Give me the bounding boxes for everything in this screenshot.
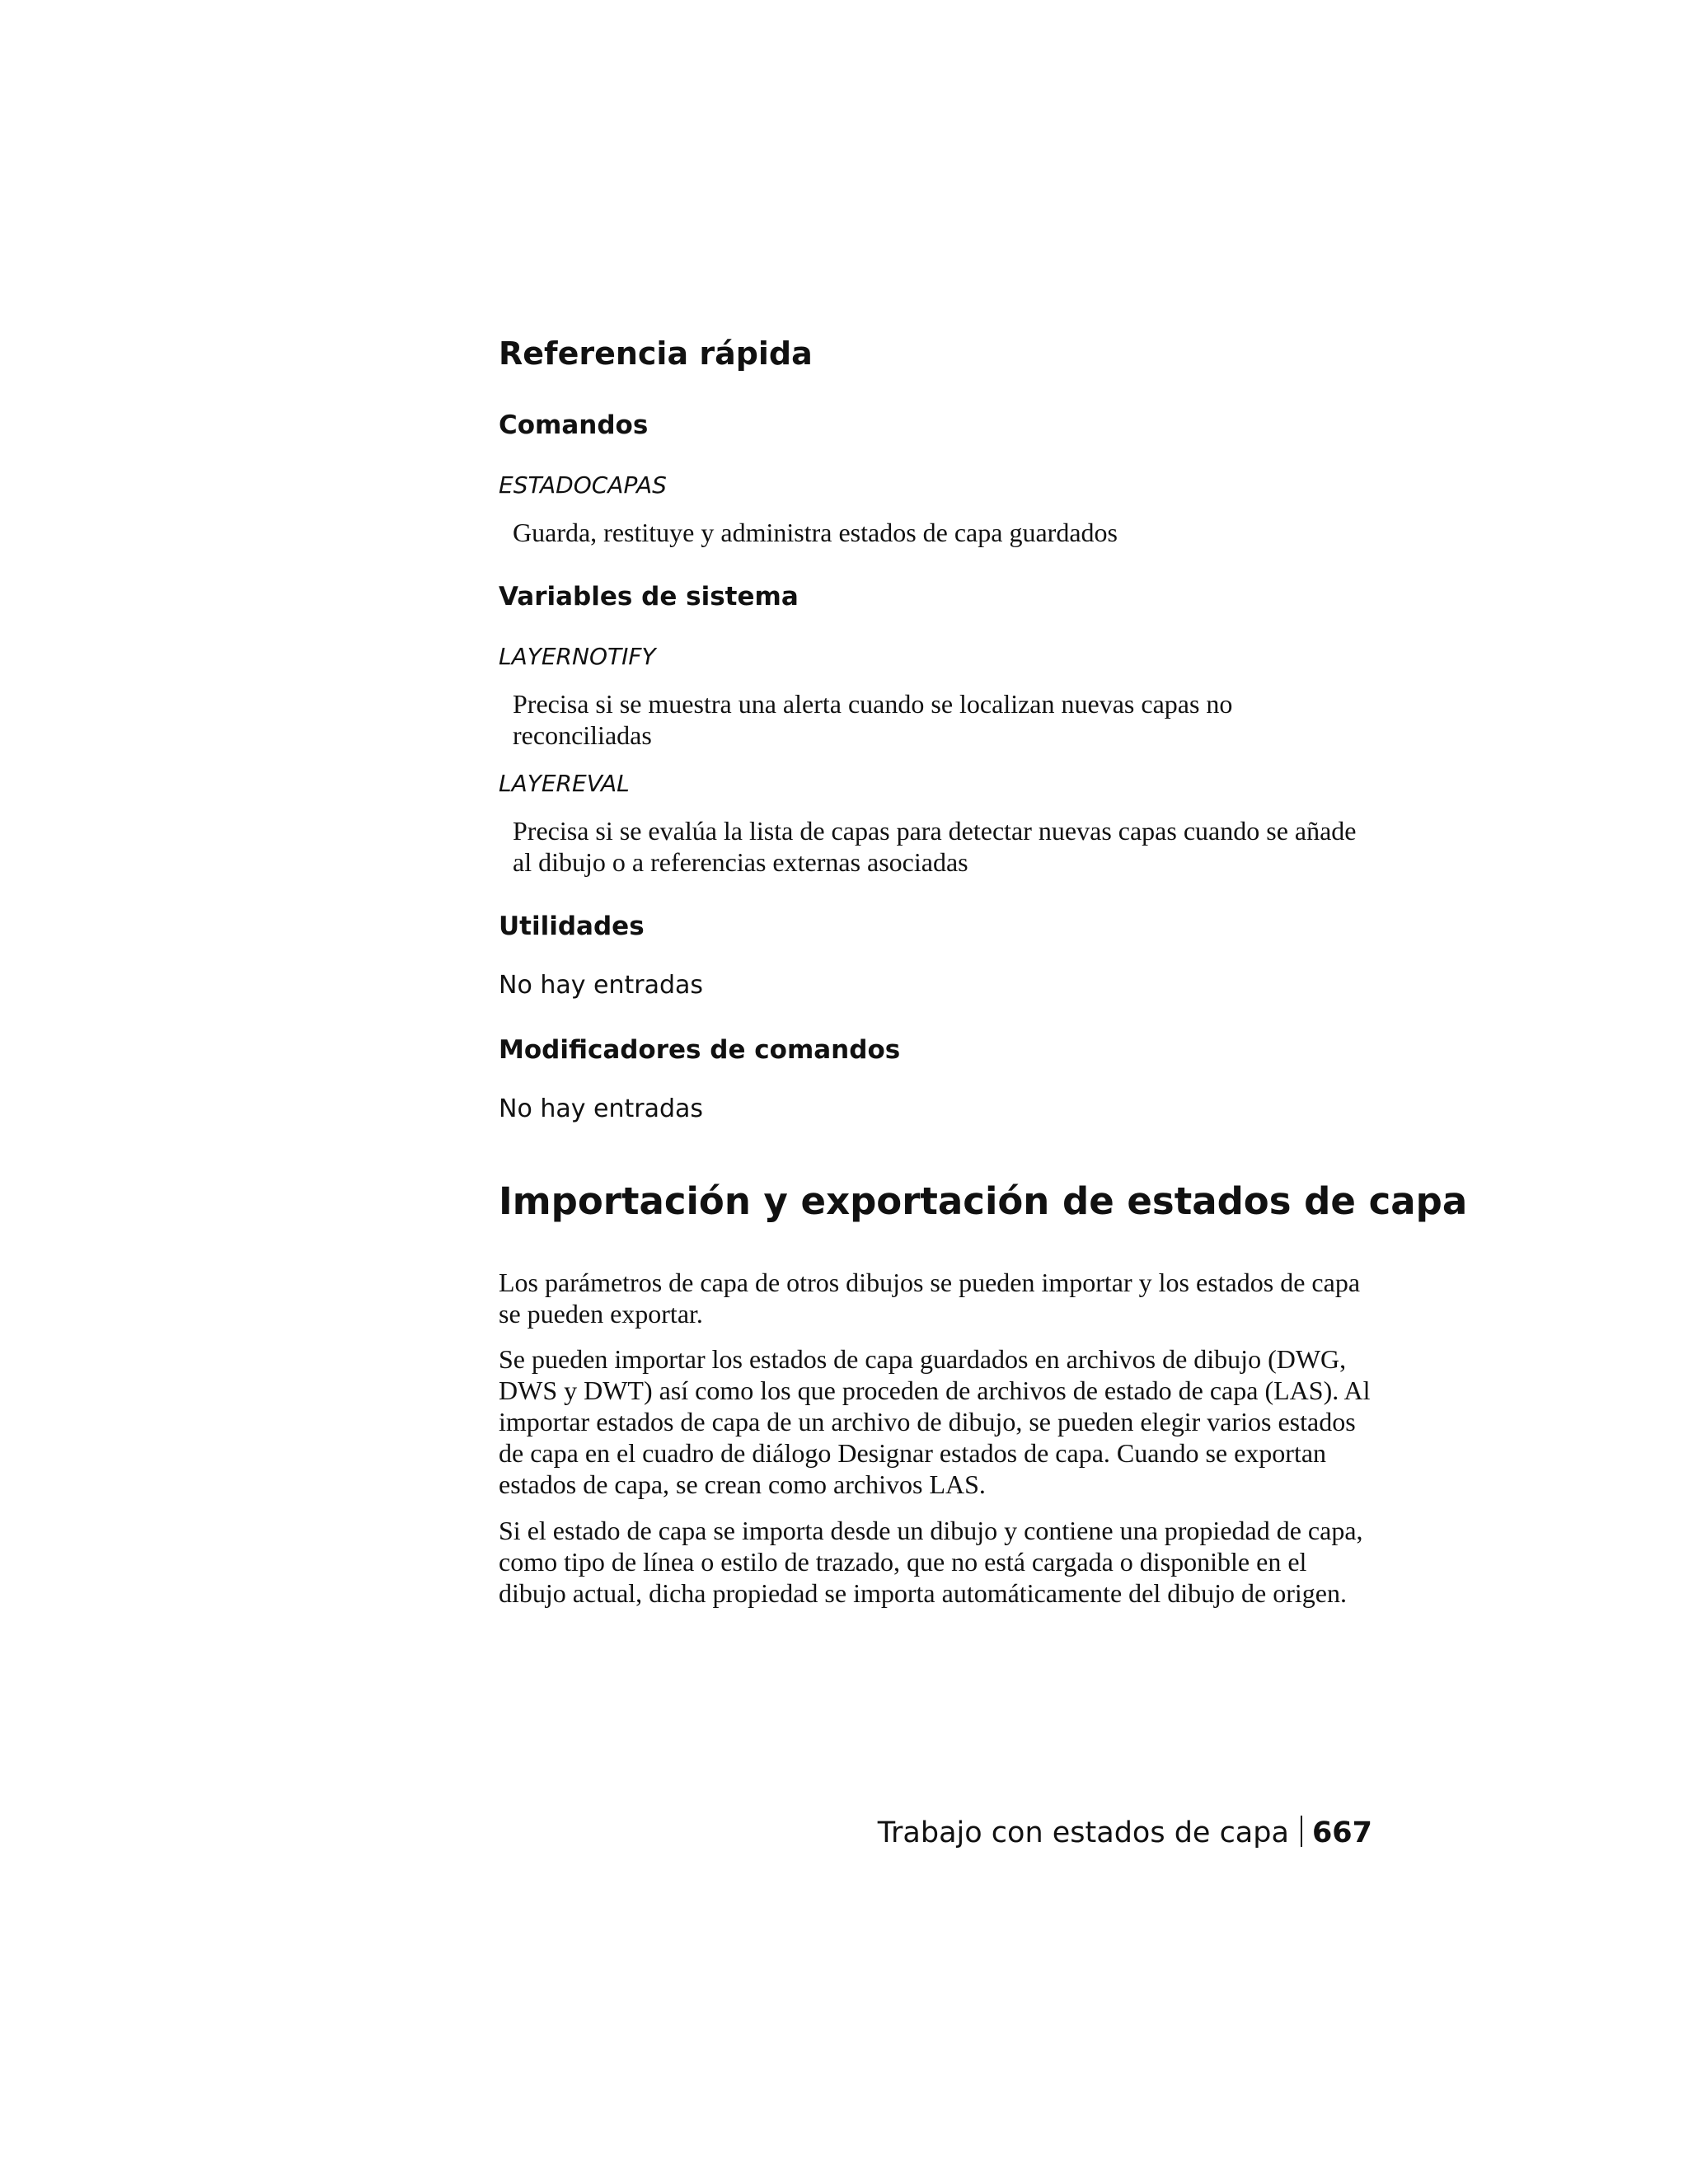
system-variables-heading: Variables de sistema (499, 582, 799, 612)
command-modifiers-text: No hay entradas (499, 1094, 704, 1123)
variable-term-layereval: LAYEREVAL (499, 770, 630, 797)
command-modifiers-heading: Modificadores de comandos (499, 1035, 901, 1065)
commands-heading: Comandos (499, 410, 649, 440)
quick-reference-heading: Referencia rápida (499, 335, 813, 372)
variable-description-layereval: Precisa si se evalúa la lista de capas para detectar nuevas capas cuando se añade al dibujo o a referencias externas asociadas (513, 816, 1357, 877)
page-footer (878, 1816, 1372, 1849)
section-paragraph: Se pueden importar los estados de capa guardados en archivos de dibujo (DWG, DWS y DWT) así como los que proceden de archivos de estado de capa (LAS). Al importar estados de capa de un archivo de dibujo, se pueden elegir varios estados de capa en el cuadro de diálogo Designar estados de capa. Cuando se exportan estados de capa, se crean como archivos LAS. (499, 1344, 1371, 1499)
page-number: 667 (1311, 1816, 1372, 1849)
footer-chapter-title: Trabajo con estados de capa (877, 1816, 1289, 1849)
section-paragraph: Los parámetros de capa de otros dibujos se pueden importar y los estados de capa se pueden exportar. (499, 1268, 1361, 1329)
utilities-text: No hay entradas (499, 971, 704, 1000)
section-paragraph: Si el estado de capa se importa desde un dibujo y contiene una propiedad de capa, como tipo de línea o estilo de trazado, que no está cargada o disponible en el dibujo actual, dicha propiedad se importa automáticamente del dibujo de origen. (499, 1516, 1363, 1608)
section-title: Importación y exportación de estados de capa (499, 1179, 1468, 1223)
variable-description-layernotify: Precisa si se muestra una alerta cuando se localizan nuevas capas no reconciliadas (513, 689, 1233, 750)
document-page (499, 0, 1468, 2184)
variable-term-layernotify: LAYERNOTIFY (499, 643, 656, 670)
utilities-heading: Utilidades (499, 912, 645, 941)
command-term-estadocapas: ESTADOCAPAS (499, 471, 667, 499)
footer-separator (1301, 1816, 1302, 1847)
command-description-estadocapas: Guarda, restituye y administra estados de capa guardados (513, 518, 1118, 547)
